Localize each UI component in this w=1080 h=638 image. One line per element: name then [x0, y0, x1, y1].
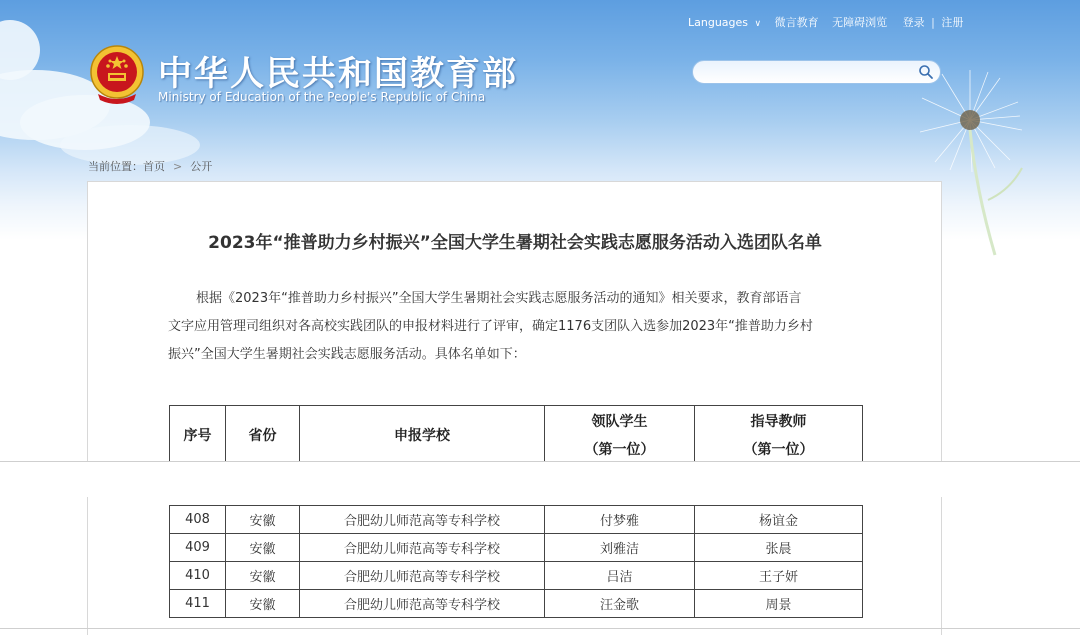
header-advisor-label: 指导教师 — [750, 414, 807, 430]
header-index: 序号 — [170, 406, 226, 467]
header-leader-student — [545, 406, 695, 467]
chevron-down-icon: ∨ — [754, 19, 762, 29]
breadcrumb — [88, 158, 212, 174]
cell-advisor: 王子妍 — [695, 562, 863, 590]
cell-school: 合肥幼儿师范高等专科学校 — [300, 534, 545, 562]
screenshot-split-band — [0, 461, 1080, 498]
cell-advisor: 周景 — [695, 590, 863, 618]
cell-index: 408 — [170, 506, 226, 534]
cell-leader: 刘雅洁 — [545, 534, 695, 562]
breadcrumb-label: 当前位置： — [88, 160, 143, 173]
cell-province: 安徽 — [226, 590, 300, 618]
team-list-rows — [169, 505, 863, 618]
cell-index: 409 — [170, 534, 226, 562]
header-leader-label: 领队学生 — [591, 414, 648, 430]
header-advisor-sub: （第一位） — [743, 442, 814, 458]
article-paragraph-line: 根据《2023年“推普助力乡村振兴”全国大学生暑期社会实践志愿服务活动的通知》相关要求，教育部语言 — [196, 291, 802, 306]
cell-school: 合肥幼儿师范高等专科学校 — [300, 506, 545, 534]
national-emblem-icon — [88, 44, 146, 106]
chevron-right-icon: > — [173, 160, 183, 173]
cell-leader: 吕洁 — [545, 562, 695, 590]
cell-index: 410 — [170, 562, 226, 590]
header-leader-sub: （第一位） — [584, 442, 655, 458]
search-input[interactable] — [703, 63, 907, 83]
cell-leader: 汪金歌 — [545, 590, 695, 618]
team-list-header — [169, 405, 863, 466]
bottom-divider — [0, 628, 1080, 629]
table-row — [170, 562, 863, 590]
cell-school: 合肥幼儿师范高等专科学校 — [300, 562, 545, 590]
cell-advisor: 杨谊金 — [695, 506, 863, 534]
article-paragraph-line: 文字应用管理司组织对各高校实践团队的申报材料进行了评审，确定1176支团队入选参加2023年“推普助力乡村 — [168, 319, 813, 334]
login-link[interactable]: 登录 — [902, 16, 925, 29]
languages-link[interactable]: Languages — [688, 16, 749, 29]
cell-province: 安徽 — [226, 506, 300, 534]
breadcrumb-home[interactable]: 首页 — [143, 160, 165, 173]
nav-separator: | — [931, 16, 935, 29]
cell-index: 411 — [170, 590, 226, 618]
breadcrumb-public[interactable]: 公开 — [190, 160, 213, 173]
top-navigation — [688, 14, 963, 30]
article-title: 2023年“推普助力乡村振兴”全国大学生暑期社会实践志愿服务活动入选团队名单 — [208, 233, 822, 253]
cell-leader: 付梦雅 — [545, 506, 695, 534]
register-link[interactable]: 注册 — [941, 16, 964, 29]
page-bottom-section — [0, 497, 1080, 638]
table-row — [170, 506, 863, 534]
accessibility-link[interactable]: 无障碍浏览 — [832, 16, 888, 29]
header-advisor — [695, 406, 863, 467]
cell-school: 合肥幼儿师范高等专科学校 — [300, 590, 545, 618]
cell-province: 安徽 — [226, 534, 300, 562]
table-row — [170, 534, 863, 562]
site-title[interactable]: 中华人民共和国教育部 — [158, 54, 518, 94]
header-school: 申报学校 — [300, 406, 545, 467]
table-row — [170, 590, 863, 618]
cell-province: 安徽 — [226, 562, 300, 590]
weiyan-link[interactable]: 微言教育 — [774, 16, 819, 29]
site-subtitle: Ministry of Education of the People's Republic of China — [158, 90, 486, 104]
article-paragraph-line: 振兴”全国大学生暑期社会实践志愿服务活动。具体名单如下： — [168, 347, 526, 362]
header-province: 省份 — [226, 406, 300, 467]
cell-advisor: 张晨 — [695, 534, 863, 562]
